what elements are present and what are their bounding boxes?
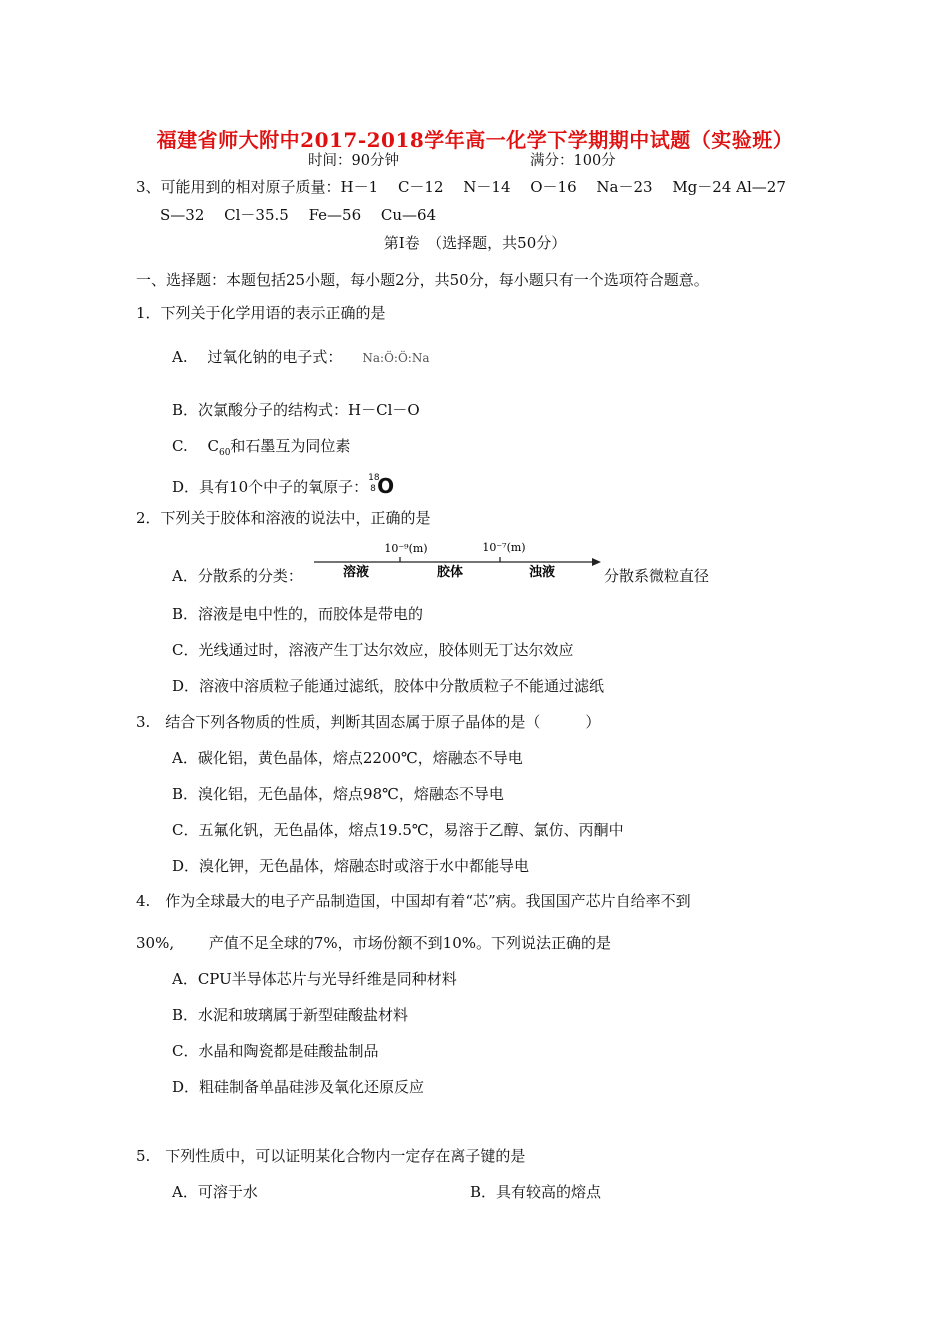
q1-option-c-sub: 60 bbox=[218, 448, 231, 458]
section-title: 第Ⅰ卷 （选择题，共50分） bbox=[383, 234, 567, 252]
q3-option-d: D．溴化钾，无色晶体，熔融态时或溶于水中都能导电 bbox=[172, 857, 530, 875]
isotope-symbol: O bbox=[377, 474, 395, 498]
q5-option-a: A．可溶于水 bbox=[172, 1183, 258, 1201]
q4-stem-line1: 4. 作为全球最大的电子产品制造国，中国却有着“芯”病。我国国产芯片自给率不到 bbox=[136, 892, 691, 910]
q1-option-c-pre: C. C bbox=[172, 437, 219, 455]
page-title: 福建省师大附中2017-2018学年高一化学下学期期中试题（实验班） bbox=[156, 128, 794, 152]
diagram-tick-label-2: 10⁻⁷(m) bbox=[482, 541, 526, 554]
q3-stem: 3. 结合下列各物质的性质，判断其固态属于原子晶体的是（ ） bbox=[136, 713, 601, 731]
q4-option-d: D．粗硅制备单晶硅涉及氧化还原反应 bbox=[172, 1078, 425, 1096]
diagram-arrowhead bbox=[592, 558, 601, 566]
q3-option-a: A．碳化铝，黄色晶体，熔点2200℃，熔融态不导电 bbox=[172, 749, 523, 767]
isotope-mass-number: 18 bbox=[368, 473, 380, 483]
q1-option-a bbox=[172, 347, 430, 368]
q1-stem: 1．下列关于化学用语的表示正确的是 bbox=[136, 304, 386, 322]
q1-option-c bbox=[172, 436, 350, 463]
electron-formula-na-left: Na bbox=[362, 351, 381, 365]
exam-time: 时间：90分钟 bbox=[308, 153, 399, 169]
q2-option-d: D．溶液中溶质粒子能通过滤纸，胶体中分散质粒子不能通过滤纸 bbox=[172, 677, 605, 695]
electron-formula-o2: :Ö:Ö: bbox=[380, 351, 412, 365]
diagram-segment-solution: 溶液 bbox=[342, 565, 370, 580]
diagram-tick-label-1: 10⁻⁹(m) bbox=[384, 542, 428, 555]
q4-option-c: C．水晶和陶瓷都是硅酸盐制品 bbox=[172, 1042, 379, 1060]
q2-option-a-label: A．分散系的分类： bbox=[172, 567, 303, 585]
diagram-axis-label: 分散系微粒直径 bbox=[604, 567, 710, 585]
diagram-segment-suspension: 浊液 bbox=[528, 565, 556, 580]
q1-option-d bbox=[172, 473, 395, 498]
q2-option-b: B．溶液是电中性的，而胶体是带电的 bbox=[172, 605, 424, 623]
q3-option-b: B．溴化铝，无色晶体，熔点98℃，熔融态不导电 bbox=[172, 785, 504, 803]
oxygen-isotope bbox=[368, 473, 395, 498]
atomic-masses-line2: S—32 Cl－35.5 Fe—56 Cu—64 bbox=[160, 206, 437, 224]
q4-option-b: B．水泥和玻璃属于新型硅酸盐材料 bbox=[172, 1006, 409, 1024]
q2-stem: 2．下列关于胶体和溶液的说法中，正确的是 bbox=[136, 509, 431, 527]
q1-option-d-text: D．具有10个中子的氧原子： bbox=[172, 478, 369, 496]
q5-stem: 5. 下列性质中，可以证明某化合物内一定存在离子键的是 bbox=[136, 1147, 526, 1165]
electron-formula-na-right: Na bbox=[411, 351, 430, 365]
q2-option-c: C．光线通过时，溶液产生丁达尔效应，胶体则无丁达尔效应 bbox=[172, 641, 574, 659]
q1-option-c-post: 和石墨互为同位素 bbox=[230, 437, 351, 455]
dispersion-diagram bbox=[310, 538, 602, 584]
q5-option-b: B．具有较高的熔点 bbox=[470, 1183, 602, 1201]
q1-option-b: B．次氯酸分子的结构式：H－Cl－O bbox=[172, 401, 420, 419]
diagram-segment-colloid: 胶体 bbox=[436, 565, 464, 580]
q4-stem-line2: 30%, 产值不足全球的7%，市场份额不到10%。下列说法正确的是 bbox=[136, 934, 612, 952]
atomic-masses-line1: 3、可能用到的相对原子质量：H－1 C－12 N－14 O－16 Na－23 Mg－24 Al—27 bbox=[136, 178, 786, 196]
q1-option-a-label: A. 过氧化钠的电子式： bbox=[172, 348, 343, 366]
q3-option-c: C．五氟化钒，无色晶体，熔点19.5℃，易溶于乙醇、氯仿、丙酮中 bbox=[172, 821, 624, 839]
section-instructions: 一、选择题：本题包括25小题，每小题2分，共50分，每小题只有一个选项符合题意。 bbox=[136, 271, 709, 289]
exam-score: 满分：100分 bbox=[530, 153, 616, 169]
isotope-atomic-number: 8 bbox=[370, 484, 376, 494]
q4-option-a: A．CPU半导体芯片与光导纤维是同种材料 bbox=[172, 970, 457, 988]
